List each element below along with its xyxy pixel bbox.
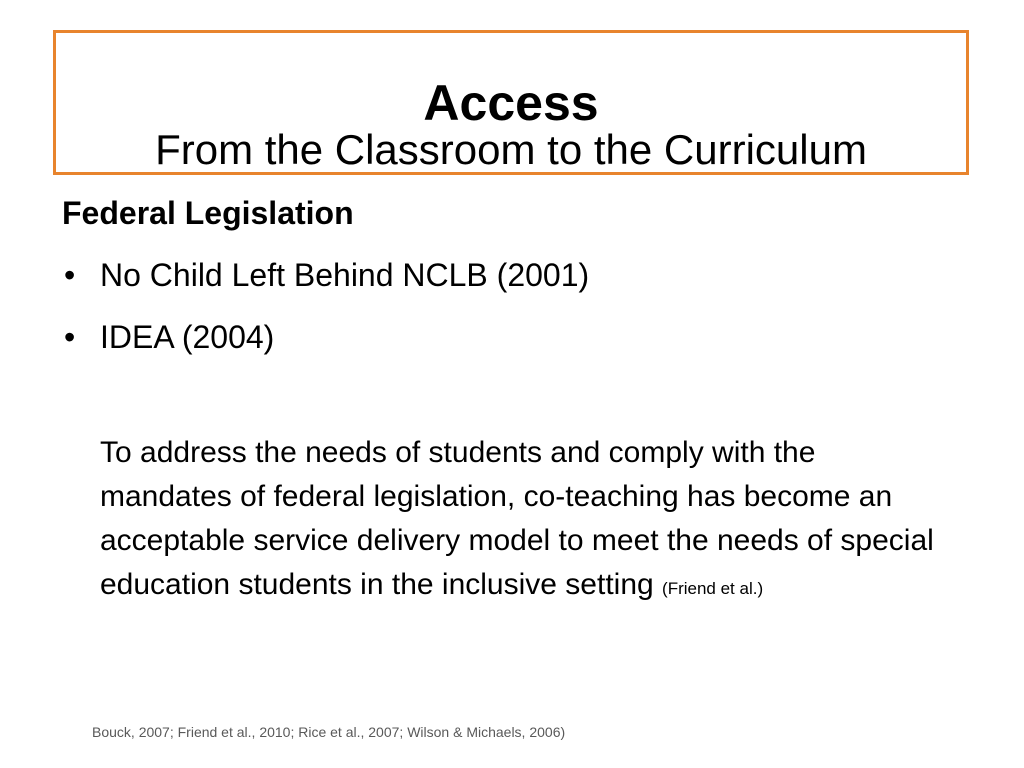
bullet-list — [62, 255, 589, 379]
bullet-dot-icon: • — [64, 257, 76, 293]
section-heading: Federal Legislation — [62, 195, 354, 231]
body-paragraph — [100, 431, 950, 611]
footer-references: Bouck, 2007; Friend et al., 2010; Rice et al., 2007; Wilson & Michaels, 2006) — [92, 724, 566, 740]
bullet-item-nclb — [62, 255, 589, 295]
paragraph-text: To address the needs of students and comply with the mandates of federal legislation, co-teaching has become an acceptable service delivery model to meet the needs of special education students in the inclusive setting — [100, 436, 934, 601]
slide-subtitle: From the Classroom to the Curriculum — [155, 126, 867, 173]
bullet-item-idea — [62, 317, 589, 357]
title-box — [53, 30, 969, 175]
bullet-text: IDEA (2004) — [100, 319, 275, 355]
paragraph-citation: (Friend et al.) — [662, 579, 764, 598]
bullet-dot-icon: • — [64, 319, 76, 355]
slide-title: Access — [423, 75, 599, 131]
bullet-text: No Child Left Behind NCLB (2001) — [100, 257, 590, 293]
